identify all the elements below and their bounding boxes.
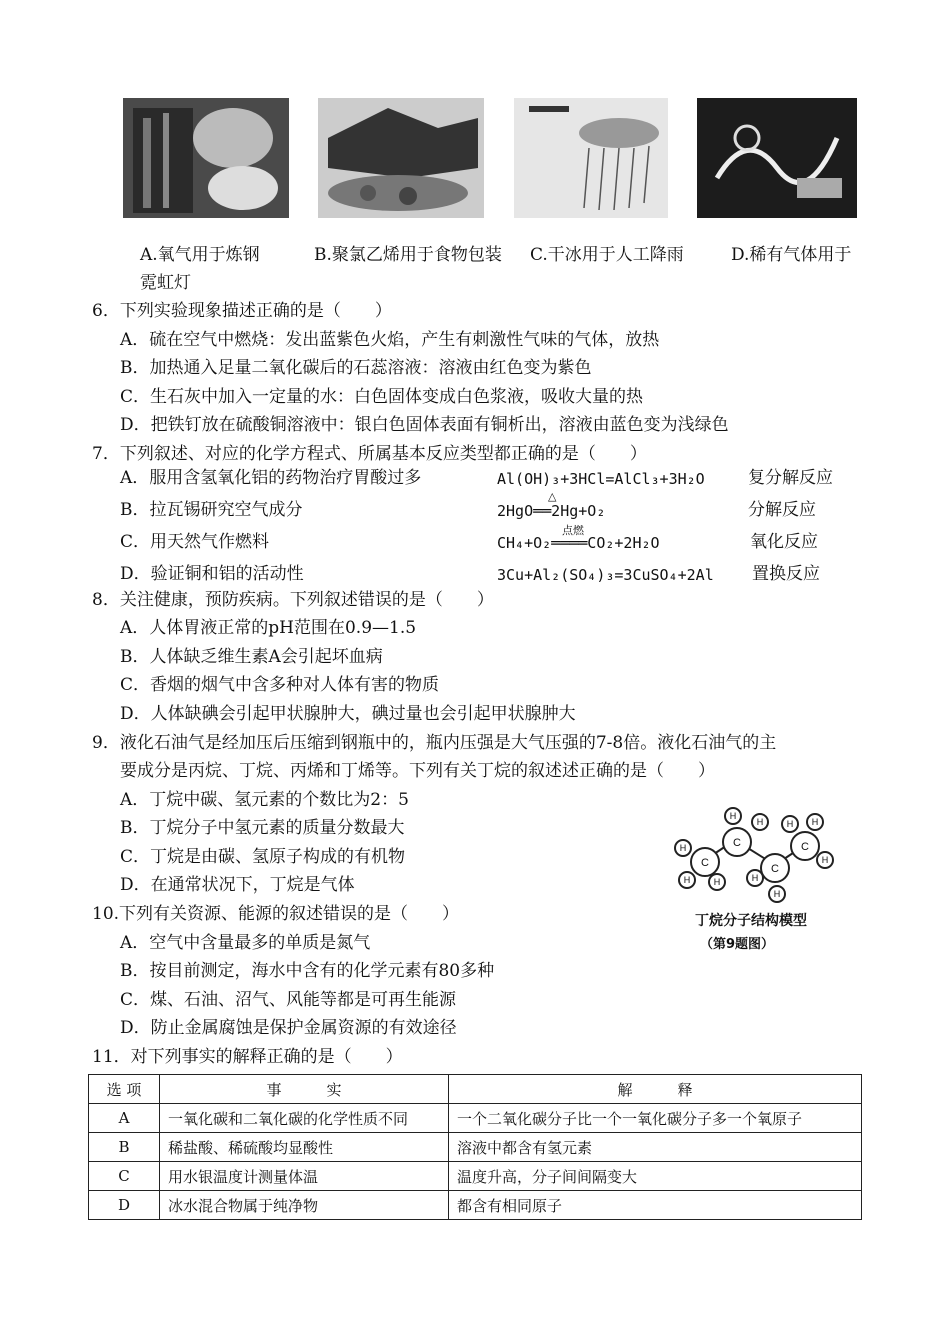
ignite-condition: 点燃 [562,524,584,537]
svg-text:H: H [811,817,819,827]
figure-caption: 丁烷分子结构模型 [695,913,807,929]
q5-option-a: A.氧气用于炼钢 [140,245,260,265]
row-b-fact: 稀盐酸、稀硫酸均显酸性 [160,1133,449,1162]
atom-c-3: C [771,863,779,875]
q7-stem: 7．下列叙述、对应的化学方程式、所属基本反应类型都正确的是（ ） [92,444,647,464]
atom-c-1: C [701,857,709,869]
q9-option-a: A．丁烷中碳、氢元素的个数比为2：5 [120,790,409,810]
svg-text:H: H [679,843,687,853]
q10-stem: 10.下列有关资源、能源的叙述错误的是（ ） [92,904,460,924]
atom-c-2: C [733,837,741,849]
q7-type-c: 氧化反应 [750,532,818,552]
q7-type-d: 置换反应 [752,564,820,584]
table-header-row [89,1075,862,1104]
q7-eq-c: CH₄+O₂════CO₂+2H₂O [497,534,660,552]
q11-table [88,1074,862,1220]
svg-text:H: H [773,889,781,899]
header-option: 选 项 [89,1075,160,1104]
svg-text:H: H [756,817,764,827]
row-a-explanation: 一个二氧化碳分子比一个一氧化碳分子多一个氧原子 [449,1104,862,1133]
q10-option-c: C．煤、石油、沼气、风能等都是可再生能源 [120,990,457,1010]
q6-option-c: C．生石灰中加入一定量的水：白色固体变成白色浆液，吸收大量的热 [120,387,644,407]
row-c-explanation: 温度升高，分子间间隔变大 [449,1162,862,1191]
q7-eq-b: 2HgO══2Hg+O₂ [497,502,606,520]
q6-option-b: B．加热通入足量二氧化碳后的石蕊溶液：溶液由红色变为紫色 [120,358,592,378]
svg-text:H: H [751,873,759,883]
figure-label: （第9题图） [700,937,775,952]
q9-stem-1: 9．液化石油气是经加压后压缩到钢瓶中的，瓶内压强是大气压强的7-8倍。液化石油气的主 [92,733,777,753]
q9-option-b: B．丁烷分子中氢元素的质量分数最大 [120,818,405,838]
q7-type-a: 复分解反应 [748,468,833,488]
q8-option-a: A．人体胃液正常的pH范围在0.9—1.5 [120,618,417,638]
svg-text:H: H [786,819,794,829]
q8-stem: 8．关注健康，预防疾病。下列叙述错误的是（ ） [92,590,494,610]
q8-option-d: D．人体缺碘会引起甲状腺肿大，碘过量也会引起甲状腺肿大 [120,704,576,724]
heat-condition: △ [548,490,557,503]
row-d-fact: 冰水混合物属于纯净物 [160,1191,449,1220]
neon-light-photo [697,98,857,218]
atom-c-4: C [801,841,809,853]
row-c-fact: 用水银温度计测量体温 [160,1162,449,1191]
q9-stem-2: 要成分是丙烷、丁烷、丙烯和丁烯等。下列有关丁烷的叙述述正确的是（ ） [120,761,715,781]
row-a-fact: 一氧化碳和二氧化碳的化学性质不同 [160,1104,449,1133]
q5-option-b: B.聚氯乙烯用于食物包装 [314,245,502,265]
svg-text:H: H [821,855,829,865]
row-d-explanation: 都含有相同原子 [449,1191,862,1220]
svg-text:H: H [683,875,691,885]
q7-eq-a: Al(OH)₃+3HCl=AlCl₃+3H₂O [497,470,705,488]
table-row [89,1162,862,1191]
q10-option-d: D．防止金属腐蚀是保护金属资源的有效途径 [120,1018,457,1038]
row-a-option: A [89,1104,160,1133]
table-row [89,1104,862,1133]
q7-desc-c: C．用天然气作燃料 [120,532,270,552]
header-fact: 事 实 [160,1075,449,1104]
table-row [89,1133,862,1162]
q8-option-b: B．人体缺乏维生素A会引起坏血病 [120,647,383,667]
q10-option-a: A．空气中含量最多的单质是氮气 [120,933,371,953]
q6-option-a: A．硫在空气中燃烧：发出蓝紫色火焰，产生有刺激性气味的气体，放热 [120,330,660,350]
q6-stem: 6．下列实验现象描述正确的是（ ） [92,301,392,321]
row-b-explanation: 溶液中都含有氢元素 [449,1133,862,1162]
svg-text:H: H [729,811,737,821]
q7-desc-d: D．验证铜和铝的活动性 [120,564,304,584]
table-row [89,1191,862,1220]
q9-option-d: D．在通常状况下，丁烷是气体 [120,875,355,895]
q5-option-c: C.干冰用于人工降雨 [530,245,684,265]
q8-option-c: C．香烟的烟气中含多种对人体有害的物质 [120,675,440,695]
svg-text:H: H [713,877,721,887]
pvc-packaging-photo [318,98,484,218]
row-d-option: D [89,1191,160,1220]
q5-option-d-cont: 霓虹灯 [140,273,191,293]
q7-eq-d: 3Cu+Al₂(SO₄)₃=3CuSO₄+2Al [497,566,714,584]
row-c-option: C [89,1162,160,1191]
row-b-option: B [89,1133,160,1162]
q10-option-b: B．按目前测定，海水中含有的化学元素有80多种 [120,961,495,981]
q11-stem: 11．对下列事实的解释正确的是（ ） [92,1047,403,1067]
butane-model-diagram [665,800,845,910]
q6-option-d: D．把铁钉放在硫酸铜溶液中：银白色固体表面有铜析出，溶液由蓝色变为浅绿色 [120,415,729,435]
q9-option-c: C．丁烷是由碳、氢原子构成的有机物 [120,847,406,867]
q7-type-b: 分解反应 [748,500,816,520]
oxygen-steel-photo [123,98,289,218]
q7-desc-b: B．拉瓦锡研究空气成分 [120,500,303,520]
header-explanation: 解 释 [449,1075,862,1104]
q7-desc-a: A．服用含氢氧化铝的药物治疗胃酸过多 [120,468,422,488]
dry-ice-rain-photo [514,98,668,218]
q5-option-d: D.稀有气体用于 [731,245,852,265]
